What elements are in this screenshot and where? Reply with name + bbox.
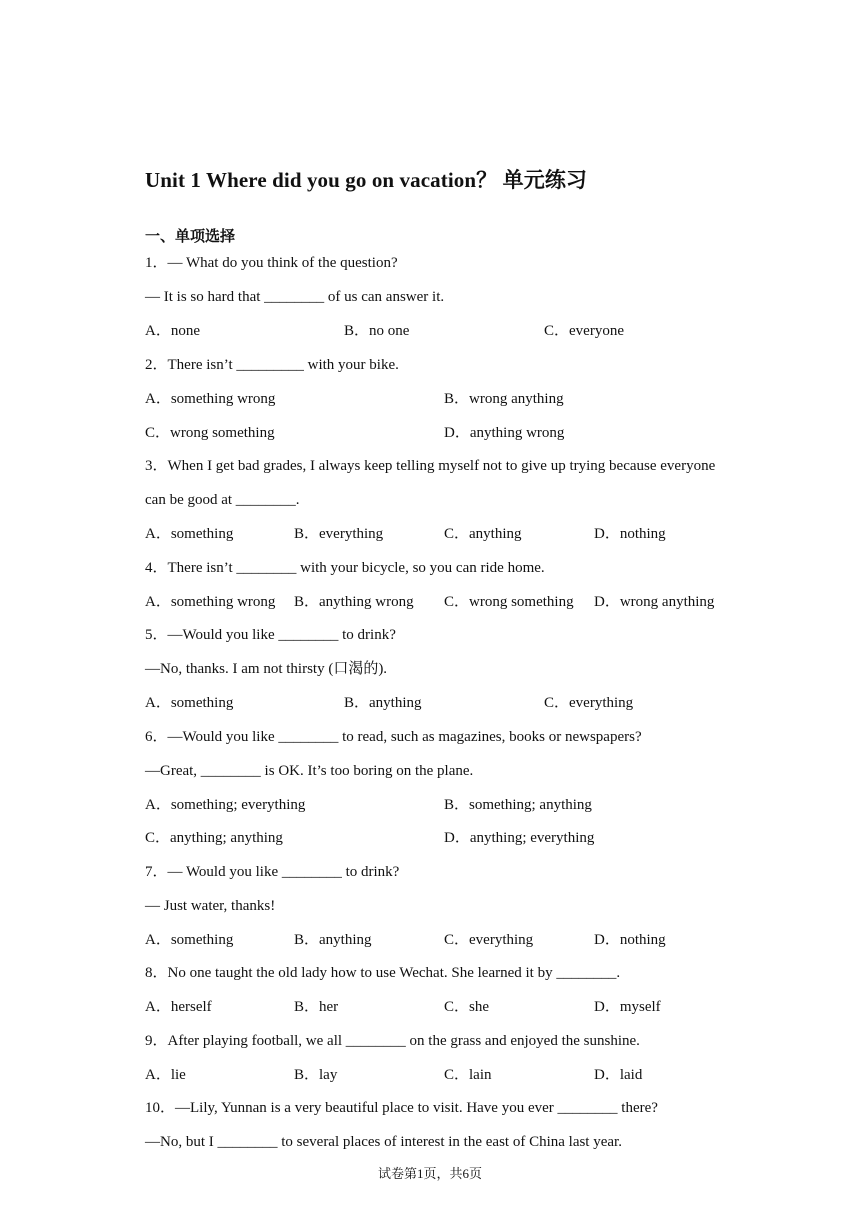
question-8-option-c: C．she <box>444 999 490 1015</box>
question-6-line-1: 6．—Would you like ________ to read, such as magazines, books or newspapers? <box>145 729 642 745</box>
page-title: Unit 1 Where did you go on vacation？ 单元练习 <box>145 168 588 192</box>
question-10-line-2: —No, but I ________ to several places of interest in the east of China last year. <box>145 1134 622 1150</box>
question-5-option-b: B．anything <box>344 695 422 711</box>
question-3-option-d: D．nothing <box>594 526 666 542</box>
question-1-option-c: C．everyone <box>544 323 624 339</box>
question-7-option-c: C．everything <box>444 932 534 948</box>
question-1-option-a: A．none <box>145 323 200 339</box>
section-heading: 一、单项选择 <box>145 229 236 245</box>
question-6-option-d: D．anything; everything <box>444 830 595 846</box>
question-3-line-1: 3．When I get bad grades, I always keep telling myself not to give up trying because everyone <box>145 458 716 474</box>
question-8-option-a: A．herself <box>145 999 212 1015</box>
question-1-line-2: — It is so hard that ________ of us can answer it. <box>145 289 445 305</box>
question-8-option-b: B．her <box>294 999 339 1015</box>
question-4-option-b: B．anything wrong <box>294 594 414 610</box>
question-9-option-d: D．laid <box>594 1067 643 1083</box>
question-9-option-c: C．lain <box>444 1067 492 1083</box>
question-6-line-2: —Great, ________ is OK. It’s too boring on the plane. <box>145 763 474 779</box>
question-1-line-1: 1．— What do you think of the question? <box>145 255 398 271</box>
question-5-option-c: C．everything <box>544 695 634 711</box>
question-6-option-a: A．something; everything <box>145 797 306 813</box>
question-8-line-1: 8．No one taught the old lady how to use Wechat. She learned it by ________. <box>145 965 621 981</box>
question-3-option-a: A．something <box>145 526 234 542</box>
question-4-option-c: C．wrong something <box>444 594 574 610</box>
question-5-line-1: 5．—Would you like ________ to drink? <box>145 627 396 643</box>
question-2-line-1: 2．There isn’t _________ with your bike. <box>145 357 399 373</box>
question-4-option-a: A．something wrong <box>145 594 276 610</box>
question-9-line-1: 9．After playing football, we all ________ on the grass and enjoyed the sunshine. <box>145 1033 640 1049</box>
question-3-option-c: C．anything <box>444 526 522 542</box>
question-8-option-d: D．myself <box>594 999 661 1015</box>
question-4-line-1: 4．There isn’t ________ with your bicycle, so you can ride home. <box>145 560 545 576</box>
question-5-option-a: A．something <box>145 695 234 711</box>
question-3-option-b: B．everything <box>294 526 384 542</box>
question-2-option-a: A．something wrong <box>145 391 276 407</box>
question-1-option-b: B．no one <box>344 323 410 339</box>
question-3-line-2: can be good at ________. <box>145 492 300 508</box>
question-10-line-1: 10．—Lily, Yunnan is a very beautiful place to visit. Have you ever ________ there? <box>145 1100 658 1116</box>
question-5-line-2: —No, thanks. I am not thirsty (口渴的). <box>145 661 388 677</box>
question-2-option-b: B．wrong anything <box>444 391 564 407</box>
page-footer: 试卷第1页，共6页 <box>377 1166 482 1181</box>
question-4-option-d: D．wrong anything <box>594 594 715 610</box>
question-7-line-1: 7．— Would you like ________ to drink? <box>145 864 400 880</box>
question-9-option-b: B．lay <box>294 1067 338 1083</box>
question-2-option-c: C．wrong something <box>145 425 275 441</box>
question-7-option-b: B．anything <box>294 932 372 948</box>
question-7-option-d: D．nothing <box>594 932 666 948</box>
question-6-option-c: C．anything; anything <box>145 830 283 846</box>
question-7-line-2: — Just water, thanks! <box>145 898 276 914</box>
question-6-option-b: B．something; anything <box>444 797 592 813</box>
question-9-option-a: A．lie <box>145 1067 186 1083</box>
question-2-option-d: D．anything wrong <box>444 425 565 441</box>
question-7-option-a: A．something <box>145 932 234 948</box>
